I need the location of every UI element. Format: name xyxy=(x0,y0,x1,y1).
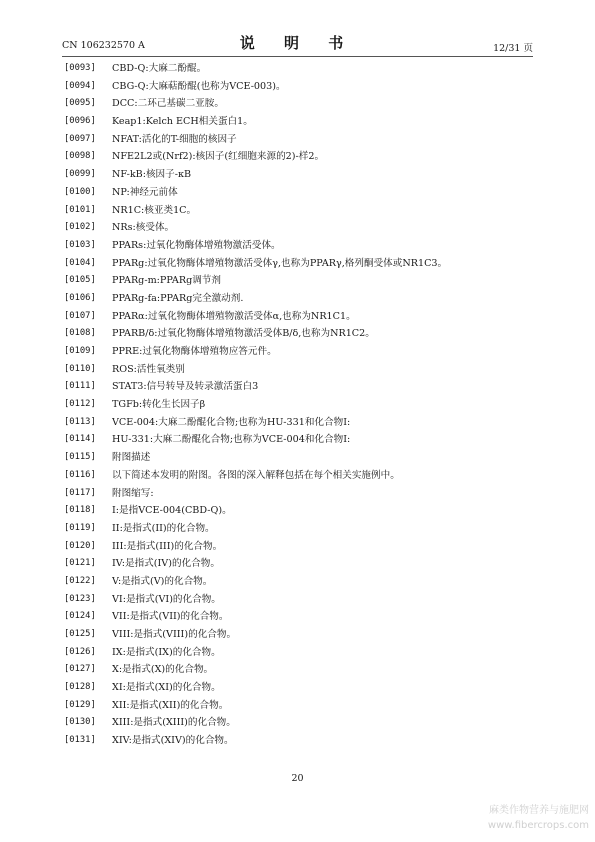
paragraph xyxy=(64,414,534,432)
paragraph xyxy=(64,732,534,750)
paragraph xyxy=(64,378,534,396)
paragraph-text: STAT3:信号转导及转录激活蛋白3 xyxy=(112,381,259,393)
paragraph xyxy=(64,78,534,96)
paragraph-number: [0093] xyxy=(64,63,96,73)
paragraph xyxy=(64,131,534,149)
paragraph xyxy=(64,113,534,131)
paragraph-text: NP:神经元前体 xyxy=(112,186,178,198)
paragraph-text: 以下简述本发明的附图。各图的深入解释包括在每个相关实施例中。 xyxy=(112,469,400,481)
paragraph-text: IV:是指式(IV)的化合物。 xyxy=(112,558,220,570)
paragraph xyxy=(64,714,534,732)
paragraph xyxy=(64,661,534,679)
paragraph-text: 附图描述 xyxy=(112,452,151,464)
paragraph-text: I:是指VCE-004(CBD-Q)。 xyxy=(112,505,232,517)
paragraph xyxy=(64,184,534,202)
paragraph xyxy=(64,431,534,449)
paragraph-list xyxy=(64,60,534,750)
paragraph-text: VCE-004:大麻二酚醌化合物;也称为HU-331和化合物I: xyxy=(112,416,351,428)
paragraph xyxy=(64,644,534,662)
paragraph-text: HU-331:大麻二酚醌化合物;也称为VCE-004和化合物I: xyxy=(112,434,351,446)
paragraph-text: IX:是指式(IX)的化合物。 xyxy=(112,646,221,658)
document-title: 说 明 书 xyxy=(239,34,356,52)
paragraph xyxy=(64,679,534,697)
paragraph-number: [0114] xyxy=(64,434,96,445)
paragraph xyxy=(64,343,534,361)
paragraph-text: PPARg-fa:PPARg完全激动剂. xyxy=(112,292,244,304)
paragraph-text: XII:是指式(XII)的化合物。 xyxy=(112,699,229,711)
paragraph-text: ROS:活性氧类别 xyxy=(112,363,185,375)
paragraph xyxy=(64,697,534,715)
paragraph xyxy=(64,396,534,414)
paragraph-number: [0103] xyxy=(64,239,96,250)
paragraph-number: [0113] xyxy=(64,416,96,427)
paragraph xyxy=(64,272,534,290)
paragraph-text: X:是指式(X)的化合物。 xyxy=(112,664,214,676)
paragraph-number: [0101] xyxy=(64,204,96,215)
paragraph xyxy=(64,555,534,573)
paragraph xyxy=(64,166,534,184)
paragraph-number: [0100] xyxy=(64,186,96,197)
paragraph-text: CBD-Q:大麻二酚醌。 xyxy=(112,63,207,74)
paragraph-number: [0127] xyxy=(64,664,96,675)
paragraph xyxy=(64,219,534,237)
paragraph xyxy=(64,467,534,485)
paragraph-number: [0124] xyxy=(64,611,96,622)
patent-number: CN 106232570 A xyxy=(62,40,145,51)
paragraph-text: NFAT:活化的T-细胞的核因子 xyxy=(112,133,237,145)
paragraph-number: [0112] xyxy=(64,399,96,410)
paragraph-number: [0095] xyxy=(64,98,96,109)
paragraph-text: TGFb:转化生长因子β xyxy=(112,399,206,411)
paragraph xyxy=(64,361,534,379)
paragraph-text: VII:是指式(VII)的化合物。 xyxy=(112,611,229,623)
paragraph-number: [0104] xyxy=(64,257,96,268)
paragraph-number: [0131] xyxy=(64,735,96,746)
paragraph-number: [0105] xyxy=(64,275,96,286)
paragraph xyxy=(64,608,534,626)
paragraph xyxy=(64,290,534,308)
paragraph-text: NR1C:核亚类1C。 xyxy=(112,204,197,216)
paragraph xyxy=(64,485,534,503)
paragraph-number: [0120] xyxy=(64,540,96,551)
paragraph xyxy=(64,626,534,644)
page-indicator: 12/31 页 xyxy=(493,43,533,54)
paragraph-text: V:是指式(V)的化合物。 xyxy=(112,575,213,587)
paragraph xyxy=(64,573,534,591)
watermark xyxy=(488,803,589,833)
paragraph xyxy=(64,148,534,166)
paragraph xyxy=(64,255,534,273)
paragraph-number: [0116] xyxy=(64,469,96,480)
paragraph xyxy=(64,308,534,326)
paragraph-text: Keap1:Kelch ECH相关蛋白1。 xyxy=(112,116,253,128)
paragraph-number: [0128] xyxy=(64,682,96,693)
paragraph-number: [0122] xyxy=(64,575,96,586)
paragraph-number: [0098] xyxy=(64,151,96,162)
paragraph xyxy=(64,60,534,78)
paragraph-number: [0111] xyxy=(64,381,96,392)
paragraph-text: XIII:是指式(XIII)的化合物。 xyxy=(112,717,236,729)
header-rule xyxy=(62,56,533,57)
paragraph-number: [0096] xyxy=(64,116,96,127)
paragraph-number: [0099] xyxy=(64,169,96,180)
paragraph-text: 附图缩写: xyxy=(112,487,154,499)
paragraph-number: [0094] xyxy=(64,80,96,91)
paragraph-number: [0123] xyxy=(64,593,96,604)
paragraph-number: [0129] xyxy=(64,699,96,710)
paragraph-text: NF-kB:核因子-κB xyxy=(112,169,192,181)
page-number: 20 xyxy=(291,773,304,784)
paragraph-text: CBG-Q:大麻萜酚醌(也称为VCE-003)。 xyxy=(112,80,286,92)
paragraph-number: [0130] xyxy=(64,717,96,728)
paragraph xyxy=(64,95,534,113)
paragraph-number: [0126] xyxy=(64,646,96,657)
paragraph-number: [0108] xyxy=(64,328,96,339)
paragraph xyxy=(64,202,534,220)
paragraph xyxy=(64,502,534,520)
paragraph-number: [0106] xyxy=(64,292,96,303)
paragraph-text: PPARs:过氧化物酶体增殖物激活受体。 xyxy=(112,239,281,251)
paragraph-number: [0117] xyxy=(64,487,96,498)
paragraph xyxy=(64,538,534,556)
paragraph-text: PPARg-m:PPARg调节剂 xyxy=(112,275,221,287)
paragraph-text: PPARB/δ:过氧化物酶体增殖物激活受体B/δ,也称为NR1C2。 xyxy=(112,328,375,340)
paragraph xyxy=(64,237,534,255)
paragraph-number: [0110] xyxy=(64,363,96,374)
watermark-url: www.fibercrops.com xyxy=(487,820,589,831)
paragraph-text: PPARg:过氧化物酶体增殖物激活受体γ,也称为PPARγ,格列酮受体或NR1C3。 xyxy=(112,257,448,269)
paragraph-text: XIV:是指式(XIV)的化合物。 xyxy=(112,735,234,747)
paragraph-text: PPARα:过氧化物酶体增殖物激活受体α,也称为NR1C1。 xyxy=(112,310,356,322)
paragraph-number: [0118] xyxy=(64,505,96,516)
paragraph-number: [0115] xyxy=(64,452,96,463)
paragraph-text: DCC:二环己基碳二亚胺。 xyxy=(112,98,224,110)
paragraph xyxy=(64,591,534,609)
paragraph-text: XI:是指式(XI)的化合物。 xyxy=(112,682,221,694)
paragraph-text: NFE2L2或(Nrf2):核因子(红细胞来源的2)-样2。 xyxy=(112,151,325,163)
paragraph-number: [0102] xyxy=(64,222,96,233)
paragraph xyxy=(64,449,534,467)
paragraph-text: VIII:是指式(VIII)的化合物。 xyxy=(112,629,237,640)
paragraph-number: [0097] xyxy=(64,133,96,144)
paragraph-text: III:是指式(III)的化合物。 xyxy=(112,540,223,552)
paragraph-number: [0107] xyxy=(64,310,96,321)
paragraph xyxy=(64,325,534,343)
paragraph-number: [0109] xyxy=(64,346,96,356)
paragraph-text: PPRE:过氧化物酶体增殖物应答元件。 xyxy=(112,346,277,357)
watermark-text: 麻类作物营养与施肥网 xyxy=(489,805,589,816)
paragraph-text: II:是指式(II)的化合物。 xyxy=(112,522,215,534)
paragraph-text: VI:是指式(VI)的化合物。 xyxy=(112,593,221,605)
paragraph-number: [0121] xyxy=(64,558,96,569)
paragraph-text: NRs:核受体。 xyxy=(112,222,175,234)
page-header xyxy=(62,32,533,54)
paragraph xyxy=(64,520,534,538)
paragraph-number: [0119] xyxy=(64,522,96,533)
paragraph-number: [0125] xyxy=(64,629,96,639)
